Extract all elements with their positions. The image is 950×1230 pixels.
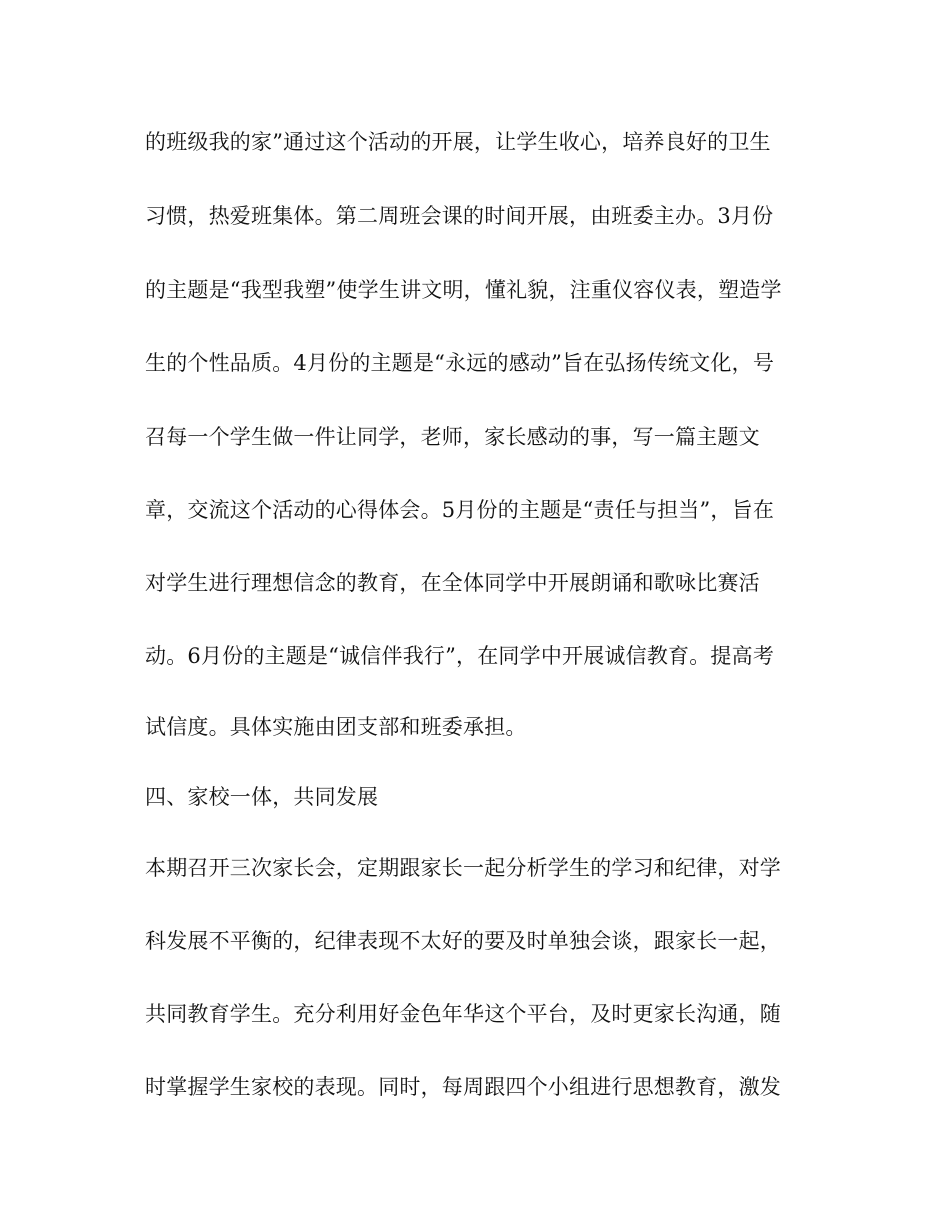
paragraph-line: 章，交流这个活动的心得体会。5月份的主题是“责任与担当”，旨在 [145, 498, 775, 522]
paragraph-line: 的主题是“我型我塑”使学生讲文明，懂礼貌，注重仪容仪表，塑造学 [145, 278, 782, 302]
paragraph-line: 对学生进行理想信念的教育，在全体同学中开展朗诵和歌咏比赛活 [145, 571, 760, 595]
paragraph-line: 共同教育学生。充分利用好金色年华这个平台，及时更家长沟通，随 [145, 1002, 781, 1026]
paragraph-line: 科发展不平衡的，纪律表现不太好的要及时单独会谈，跟家长一起， [145, 929, 781, 953]
paragraph-line: 的班级我的家”通过这个活动的开展，让学生收心，培养良好的卫生 [145, 130, 771, 154]
paragraph-line: 试信度。具体实施由团支部和班委承担。 [145, 715, 527, 739]
paragraph-line: 时掌握学生家校的表现。同时，每周跟四个小组进行思想教育，激发 [145, 1075, 781, 1099]
paragraph-line: 习惯，热爱班集体。第二周班会课的时间开展，由班委主办。3月份 [145, 204, 774, 228]
paragraph-line: 生的个性品质。4月份的主题是“永远的感动”旨在弘扬传统文化，号 [145, 351, 775, 375]
paragraph-line: 动。6月份的主题是“诚信伴我行”，在同学中开展诚信教育。提高考 [145, 644, 775, 668]
section-heading: 四、家校一体，共同发展 [145, 785, 379, 809]
paragraph-line: 本期召开三次家长会，定期跟家长一起分析学生的学习和纪律，对学 [145, 856, 781, 880]
paragraph-line: 召每一个学生做一件让同学，老师，家长感动的事，写一篇主题文 [145, 425, 760, 449]
